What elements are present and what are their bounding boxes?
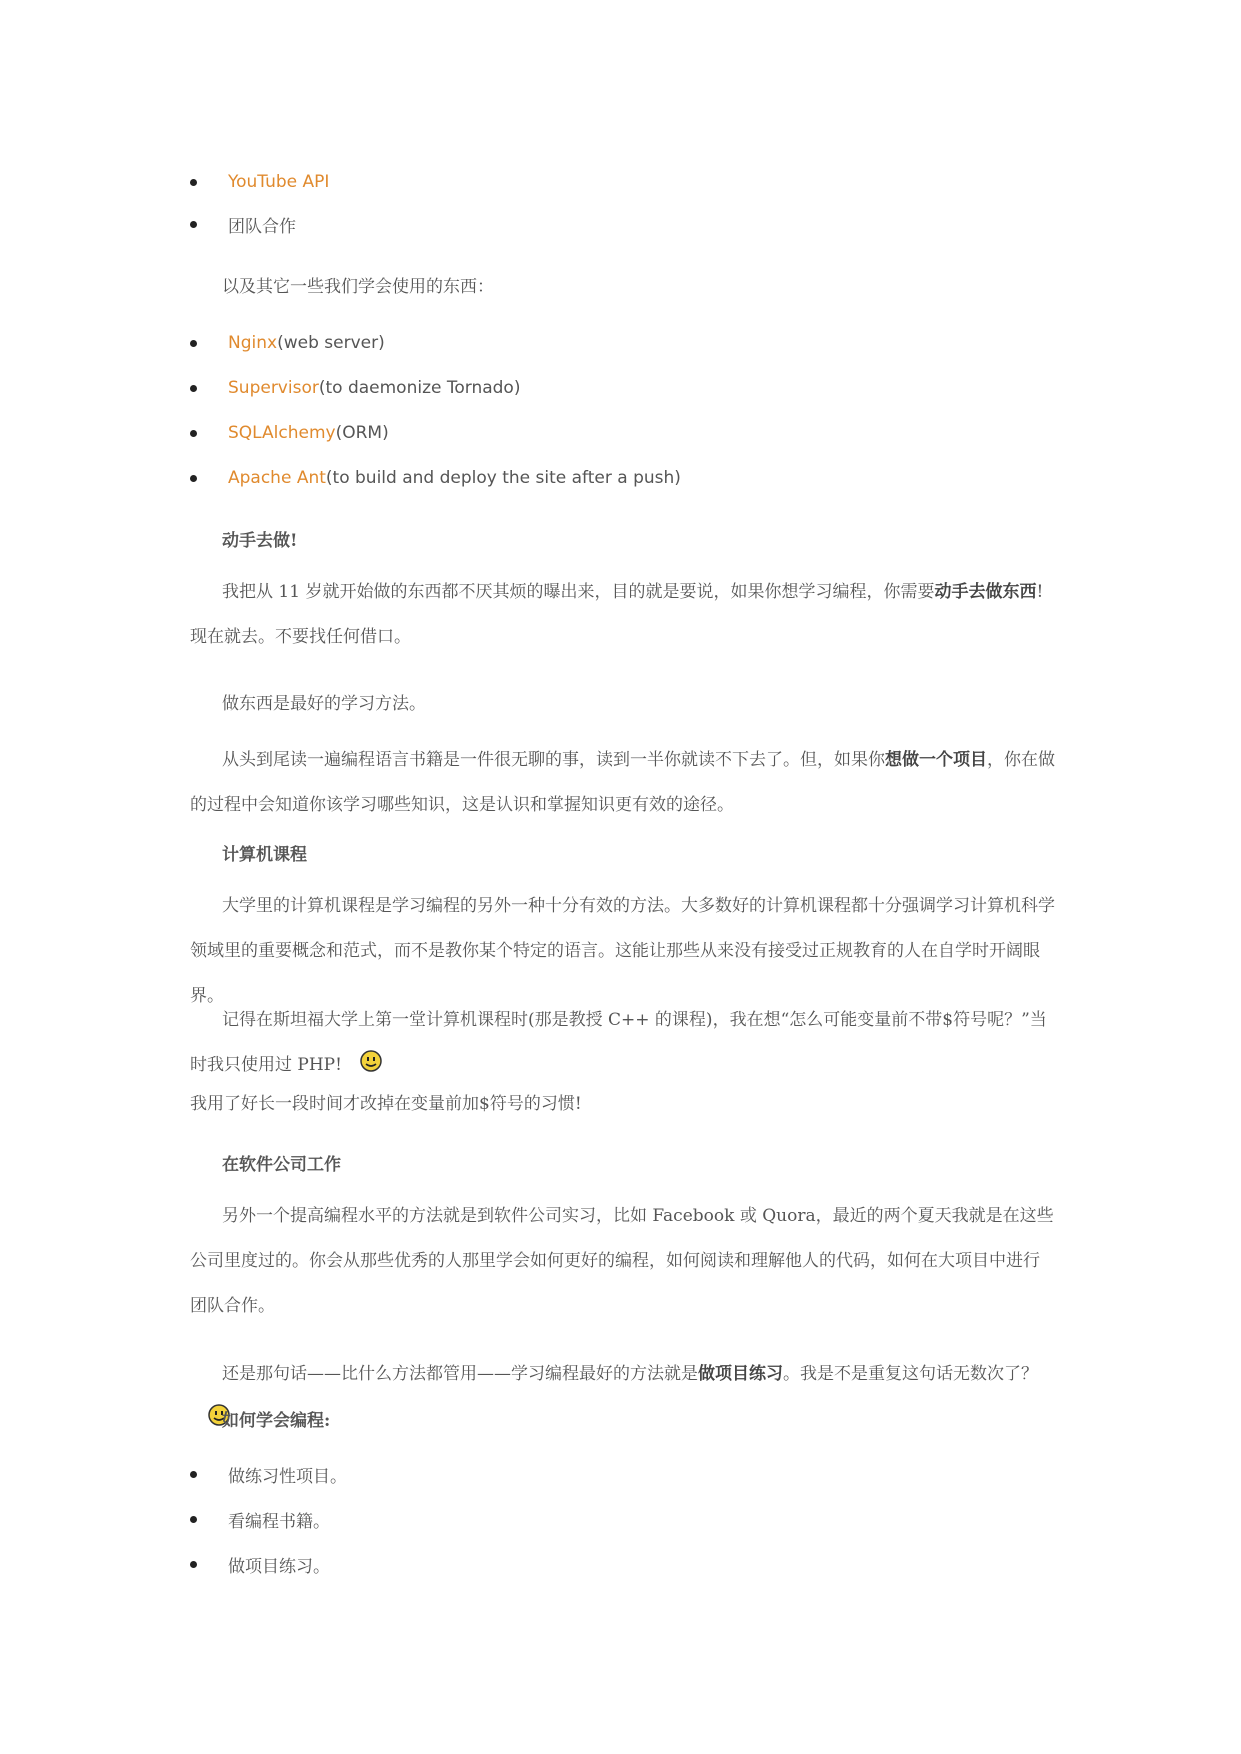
emphasis: 想做一个项目 [885,750,987,770]
section-heading: 动手去做! [222,531,298,551]
list-item-text: 做练习性项目。 [228,1466,347,1487]
paragraph [190,570,1056,660]
bullet-icon [190,1516,197,1523]
list-item-text: (ORM) [335,423,389,443]
section-heading: 计算机课程 [222,845,307,865]
bullet-icon [190,179,197,186]
list-item-text: 看编程书籍。 [228,1511,330,1532]
paragraph: 大学里的计算机课程是学习编程的另外一种十分有效的方法。大多数好的计算机课程都十分强调学习计算机科学领域里的重要概念和范式，而不是教你某个特定的语言。这能让那些从来没有接受过正规教育的人在自学时开阔眼界。 [190,896,1055,1006]
bullet-icon [190,430,197,437]
emphasis: 动手去做东西 [934,582,1037,602]
paragraph [190,738,1056,828]
bullet-icon [190,221,197,228]
paragraph-text: ，你在做的过程中会知道你该学习哪些知识，这是认识和掌握知识更有效的途径。 [190,750,1055,815]
list-item-text: (to daemonize Tornado) [318,378,521,398]
emphasis: 做项目练习 [698,1364,783,1384]
paragraph-text: ! 现在就去。不要找任何借口。 [190,582,1044,647]
paragraph: 做东西是最好的学习方法。 [222,694,426,714]
list-item [190,329,385,357]
supervisor-link[interactable]: Supervisor [228,378,319,398]
list-item [190,1460,347,1488]
section-heading: 在软件公司工作 [222,1155,341,1175]
list-item-text: (web server) [277,333,385,353]
bullet-icon [190,1471,197,1478]
paragraph-text: 我把从 11 岁就开始做的东西都不厌其烦的曝出来，目的就是要说，如果你想学习编程，你需要 [222,582,935,602]
bullet-icon [190,340,197,347]
paragraph-text: 。我是不是重复这句话无数次了？ [783,1364,1038,1384]
list-item-text: 做项目练习。 [228,1556,330,1577]
bullet-icon [190,475,197,482]
nginx-link[interactable]: Nginx [228,333,278,353]
youtube-api-link[interactable]: YouTube API [228,172,330,192]
paragraph-text: 从头到尾读一遍编程语言书籍是一件很无聊的事，读到一半你就读不下去了。但，如果你 [222,750,885,770]
list-item [190,464,681,492]
list-item [190,1550,330,1578]
intro-text: 以及其它一些我们学会使用的东西： [222,277,494,297]
list-item [190,1505,330,1533]
paragraph: 另外一个提高编程水平的方法就是到软件公司实习，比如 Facebook 或 Quora，最近的两个夏天我就是在这些公司里度过的。你会从那些优秀的人那里学会如何更好的编程，如何阅读和理解他人的代码，如何在大项目中进行团队合作。 [190,1206,1054,1316]
paragraph-text: 还是那句话——比什么方法都管用——学习编程最好的方法就是 [222,1364,698,1384]
smiley-icon [360,1050,382,1072]
list-item [190,168,329,196]
paragraph [190,998,1056,1088]
list-item [190,374,520,402]
list-item [190,419,389,447]
paragraph: 我用了好长一段时间才改掉在变量前加$符号的习惯! [190,1094,582,1114]
bullet-icon [190,385,197,392]
paragraph-text: 记得在斯坦福大学上第一堂计算机课程时(那是教授 C++ 的课程)，我在想“怎么可能变量前不带$符号呢？”当时我只使用过 PHP! [190,1010,1047,1075]
list-item-text: 团队合作 [228,216,296,237]
list-item [190,210,296,238]
list-item-text: (to build and deploy the site after a push) [325,468,681,488]
apache-ant-link[interactable]: Apache Ant [228,468,326,488]
sqlalchemy-link[interactable]: SQLAlchemy [228,423,336,443]
section-heading: 如何学会编程: [222,1411,331,1431]
bullet-icon [190,1561,197,1568]
